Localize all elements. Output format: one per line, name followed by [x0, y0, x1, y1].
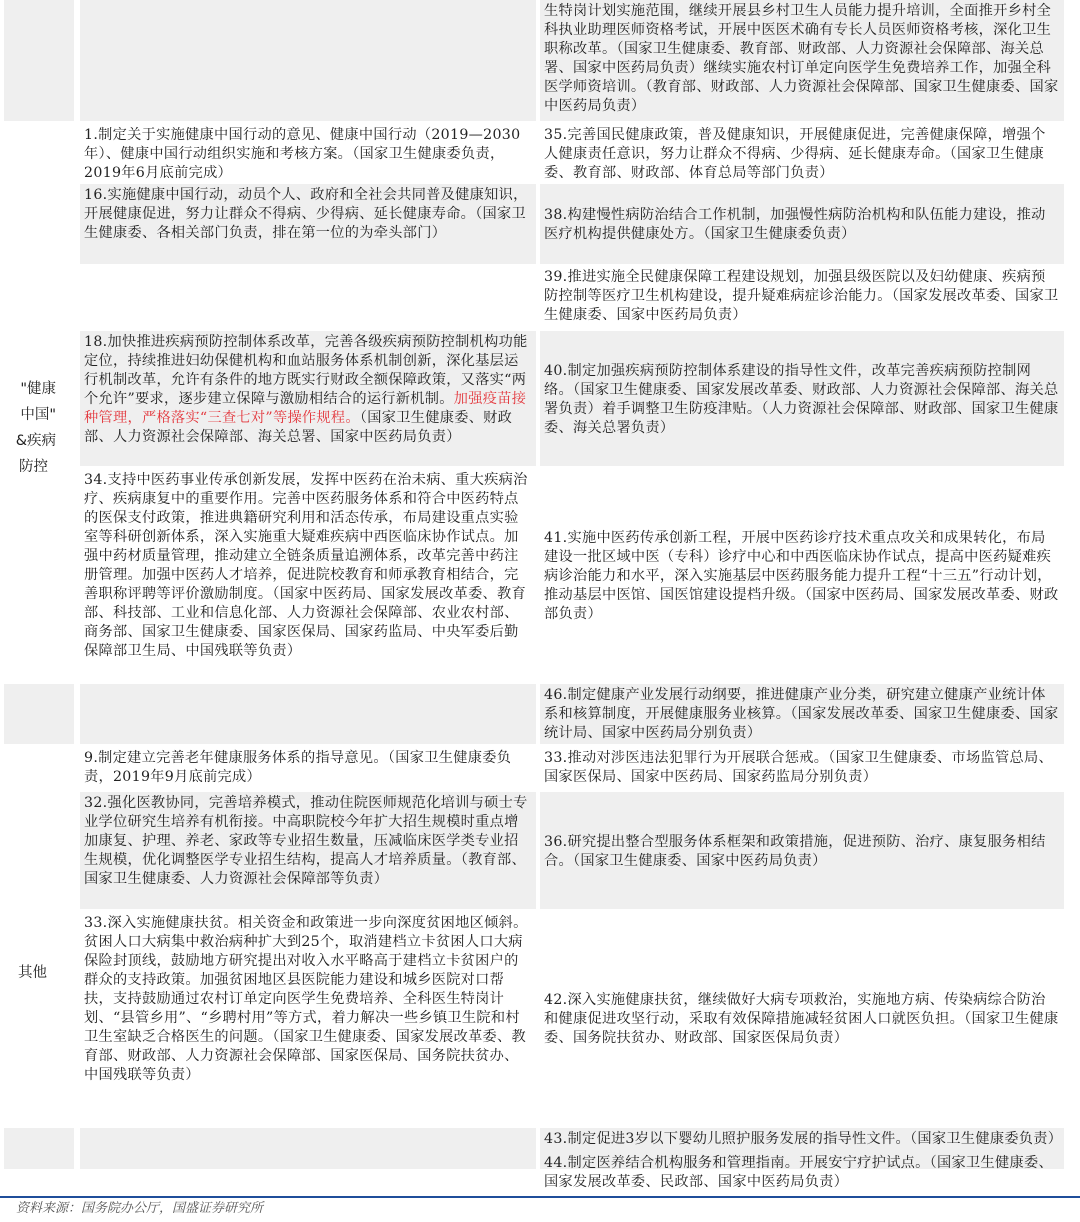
left-cell [80, 331, 536, 466]
category-line: 防控 [19, 459, 48, 475]
right-cell-text: 40.制定加强疾病预防控制体系建设的指导性文件，改革完善疾病预防控制网络。（国家卫生健康委、国家发展改革委、财政部、人力资源社会保障部、海关总署负责）着手调整卫生防疫津贴。（人力资源社会保障部、财政部、国家卫生健康委、海关总署负责） [544, 362, 1059, 436]
right-cell-text: 42.深入实施健康扶贫，继续做好大病专项救治，实施地方病、传染病综合防治和健康促进攻坚行动，采取有效保障措施减轻贫困人口就医负担。（国家卫生健康委、国务院扶贫办、财政部、国家医保局负责） [544, 992, 1059, 1046]
table-row [0, 266, 1080, 328]
right-cell: 生特岗计划实施范围，继续开展县乡村卫生人员能力提升培训，全面推开乡村全科执业助理医师资格考试，开展中医医术确有专长人员医师资格考核，深化卫生职称改革。（国家卫生健康委、教育部、财政部、人力资源社会保障部、海关总署、国家中医药局负责）继续实施农村订单定向医学生免费培养工作，加强全科医学师资培训。（教育部、财政部、人力资源社会保障部、国家卫生健康委、国家中医药局负责） [540, 0, 1064, 121]
left-cell: 32.强化医教协同，完善培养模式，推动住院医师规范化培训与硕士专业学位研究生培养有机衔接。中高职院校今年扩大招生规模时重点增加康复、护理、养老、家政等专业招生数量，压减临床医学类专业招生规模，优化调整医学专业招生结构，提高人才培养质量。（教育部、国家卫生健康委、人力资源社会保障部等负责） [80, 792, 536, 909]
right-cell: 35.完善国民健康政策，普及健康知识，开展健康促进，完善健康保障，增强个人健康责任意识，努力让群众不得病、少得病、延长健康寿命。（国家卫生健康委、教育部、财政部、体育总局等部门负责） [544, 127, 1046, 181]
category-line: 中国" [20, 407, 56, 423]
left-cell-text-tail: （国家卫生健康委、财政部、人力资源社会保障部、海关总署、国家中医药局负责） [84, 410, 513, 445]
right-cell-text: 36.研究提出整合型服务体系框架和政策措施，促进预防、治疗、康复服务相结合。（国家卫生健康委、国家中医药局负责） [544, 833, 1046, 869]
left-cell: 16.实施健康中国行动，动员个人、政府和全社会共同普及健康知识，开展健康促进，努力让群众不得病、少得病、延长健康寿命。（国家卫生健康委、各相关部门负责，排在第一位的为牵头部门） [80, 184, 536, 264]
right-cell-text: 38.构建慢性病防治结合工作机制，加强慢性病防治机构和队伍能力建设，推动医疗机构提供健康处方。（国家卫生健康委负责） [544, 207, 1046, 242]
right-cell: 39.推进实施全民健康保障工程建设规划，加强县级医院以及妇幼健康、疾病预防控制等医疗卫生机构建设，提升疑难病症诊治能力。（国家发展改革委、国家卫生健康委、国家中医药局负责） [544, 269, 1059, 323]
category-label-other: 其他 [18, 965, 47, 981]
category-cell [4, 0, 74, 121]
left-cell [80, 684, 536, 744]
right-cell-text: 41.实施中医药传承创新工程，开展中医药诊疗技术重点攻关和成果转化，布局建设一批区域中医（专科）诊疗中心和中西医临床协作试点，提高中医药疑难疾病诊治能力和水平，深入实施基层中医药服务能力提升工程“十三五”行动计划，推动基层中医馆、国医馆建设提档升级。（国家中医药局、国家发展改革委、财政部负责） [544, 529, 1059, 622]
left-cell: 9.制定建立完善老年健康服务体系的指导意见。（国家卫生健康委负责，2019年9月底前完成） [84, 750, 512, 785]
footer-rule [0, 1196, 1080, 1198]
category-label-health [0, 376, 72, 480]
right-cell: 44.制定医养结合机构服务和管理指南。开展安宁疗护试点。（国家卫生健康委、国家发展改革委、民政部、国家中医药局负责） [544, 1155, 1053, 1190]
right-cell: 33.推动对涉医违法犯罪行为开展联合惩戒。（国家卫生健康委、市场监管总局、国家医保局、国家中医药局、国家药监局分别负责） [544, 750, 1053, 785]
category-cell [4, 684, 74, 744]
left-cell [80, 0, 536, 121]
left-cell: 34.支持中医药事业传承创新发展，发挥中医药在治未病、重大疾病治疗、疾病康复中的重要作用。完善中医药服务体系和符合中医药特点的医保支付政策，推进典籍研究利用和活态传承，布局建设重点实验室等科研创新体系，深入实施重大疑难疾病中西医临床协作试点。加强中药材质量管理，推动建立全链条质量追溯体系，改革完善中药注册管理。加强中医药人才培养，促进院校教育和师承教育相结合，完善职称评聘等评价激励制度。（国家中医药局、国家发展改革委、教育部、科技部、工业和信息化部、人力资源社会保障部、农业农村部、商务部、国家卫生健康委、国家医保局、国家药监局、中央军委后勤保障部卫生局、中国残联等负责） [84, 472, 528, 659]
right-cell: 46.制定健康产业发展行动纲要，推进健康产业分类，研究建立健康产业统计体系和核算制度，开展健康服务业核算。（国家发展改革委、国家卫生健康委、国家统计局、国家中医药局分别负责） [540, 684, 1064, 744]
category-line: &疾病 [15, 433, 56, 449]
table-row [0, 469, 1080, 681]
table-row [0, 124, 1080, 182]
right-cell [540, 469, 1064, 681]
source-note: 资料来源：国务院办公厅，国盛证券研究所 [16, 1201, 264, 1216]
right-cell [540, 331, 1064, 466]
left-cell: 1.制定关于实施健康中国行动的意见、健康中国行动（2019—2030年）、健康中国行动组织实施和考核方案。（国家卫生健康委负责，2019年6月底前完成） [84, 127, 521, 181]
left-cell: 33.深入实施健康扶贫。相关资金和政策进一步向深度贫困地区倾斜。贫困人口大病集中救治病种扩大到25个，取消建档立卡贫困人口大病保险封顶线，鼓励地方研究提出对收入水平略高于建档立卡贫困户的群众的支持政策。加强贫困地区县医院能力建设和城乡医院对口帮扶，支持鼓励通过农村订单定向医学生免费培养、全科医生特岗计划、“县管乡用”、“乡聘村用”等方式，着力解决一些乡镇卫生院和村卫生室缺乏合格医生的问题。（国家卫生健康委、国家发展改革委、教育部、财政部、人力资源社会保障部、国家医保局、国务院扶贫办、中国残联等负责） [84, 915, 528, 1083]
table-row [0, 184, 1080, 264]
right-cell: 43.制定促进3岁以下婴幼儿照护服务发展的指导性文件。（国家卫生健康委负责） [540, 1128, 1064, 1169]
left-cell-text: 18.加快推进疾病预防控制体系改革，完善各级疾病预防控制机构功能定位，持续推进妇幼保健机构和血站服务体系机制创新，深化基层运行机制改革，允许有条件的地方既实行财政全额保障政策，又落实“两个允许”要求，逐步建立保障与激励相结合的运行新机制。 [84, 334, 528, 407]
right-cell [540, 792, 1064, 909]
table-row [0, 684, 1080, 744]
table-row [0, 792, 1080, 909]
table-row [0, 0, 1080, 121]
table-row [0, 912, 1080, 1125]
category-line: "健康 [20, 381, 56, 397]
right-cell [540, 912, 1064, 1125]
table-row [0, 331, 1080, 466]
table-row [0, 1152, 1080, 1194]
right-cell [540, 184, 1064, 264]
highlight-text: 加强疫苗接种管理，严格落实“三查七对”等操作规程。 [84, 391, 527, 426]
table-row [0, 747, 1080, 789]
